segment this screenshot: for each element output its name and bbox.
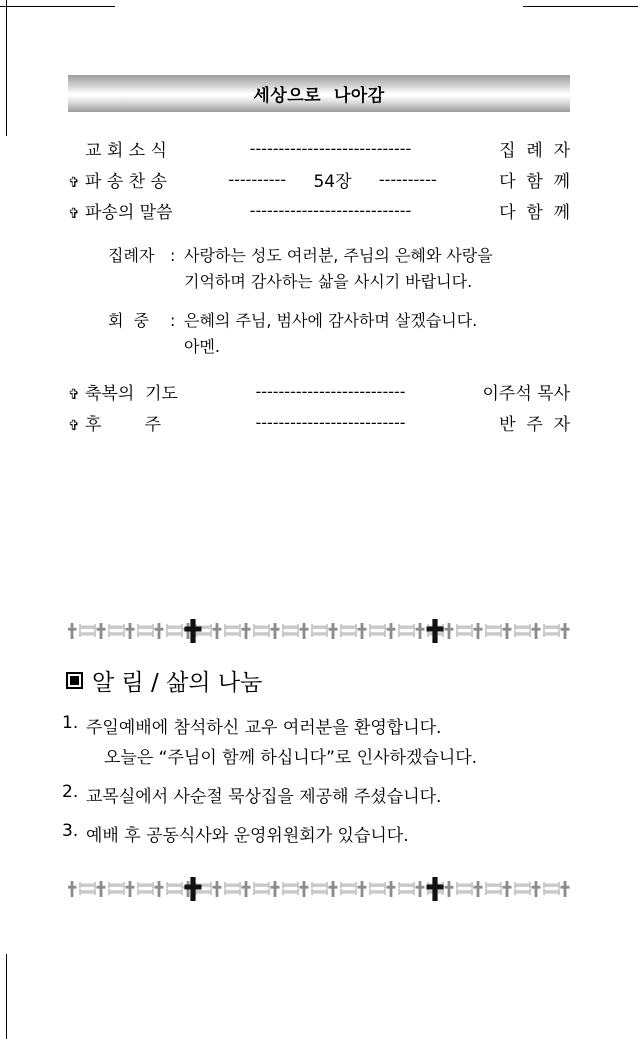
order-label: 파송의 말씀	[85, 203, 173, 223]
order-dash-leader: ----------------------------	[249, 139, 412, 158]
announcements-list	[62, 713, 582, 860]
list-item-line: 예배 후 공동식사와 운영위원회가 있습니다.	[86, 826, 409, 846]
cross-icon: ✞	[68, 387, 80, 403]
cross-chain-divider-svg	[68, 618, 570, 644]
closing-order-list	[68, 379, 570, 441]
responsive-text: 아멘.	[184, 337, 220, 356]
order-label: 파 송 찬 송	[85, 172, 167, 192]
responsive-text: 사랑하는 성도 여러분, 주님의 은혜와 사랑을	[184, 246, 493, 265]
order-person: 집 례 자	[499, 141, 570, 161]
order-row	[68, 167, 570, 198]
order-person: 다 함 께	[499, 203, 570, 223]
filled-square-bullet-icon	[66, 672, 83, 689]
responsive-speaker: 집례자	[108, 246, 155, 265]
announcements-heading	[66, 664, 262, 697]
responsive-speaker-spacer	[108, 269, 170, 295]
responsive-group-congregation	[108, 308, 578, 360]
responsive-speaker-spacer	[108, 334, 170, 360]
list-item-number: 1.	[62, 713, 79, 733]
order-dash-leader: ----------------------------	[249, 201, 412, 220]
crop-mark-top-right-horizontal	[523, 6, 638, 7]
order-person: 다 함 께	[499, 172, 570, 192]
order-dash-leader: ----------	[378, 170, 437, 189]
responsive-group-leader	[108, 243, 578, 295]
responsive-line	[108, 269, 578, 295]
list-item	[62, 821, 582, 851]
list-item	[62, 782, 582, 812]
order-row	[68, 379, 570, 410]
list-item-line: 교목실에서 사순절 묵상집을 제공해 주셨습니다.	[86, 787, 442, 807]
list-item-body	[86, 821, 582, 851]
order-hymn-number: 54장	[313, 172, 352, 192]
cross-icon: ✞	[68, 206, 80, 222]
list-item-body	[86, 713, 582, 773]
order-dash-leader: --------------------------	[255, 413, 406, 432]
responsive-line	[108, 334, 578, 360]
responsive-colon: :	[170, 311, 176, 330]
responsive-line	[108, 243, 578, 269]
crop-mark-bottom-left-vertical	[6, 954, 7, 1039]
order-row	[68, 198, 570, 229]
order-dash-leader: ----------	[228, 170, 287, 189]
order-row	[68, 410, 570, 441]
list-item	[62, 713, 582, 773]
order-label: 축복의 기도	[85, 384, 178, 404]
decorative-divider-top	[68, 618, 570, 644]
responsive-colon: :	[170, 246, 176, 265]
section-banner	[68, 75, 570, 112]
responsive-line	[108, 308, 578, 334]
cross-icon: ✞	[68, 418, 80, 434]
list-item-number: 3.	[62, 821, 79, 841]
responsive-reading	[108, 243, 578, 373]
banner-title: 세상으로 나아감	[253, 86, 385, 106]
order-dash-leader: --------------------------	[255, 382, 406, 401]
cross-icon: ✞	[68, 175, 80, 191]
order-label: 후 주	[85, 415, 162, 435]
responsive-text: 기억하며 감사하는 삶을 사시기 바랍니다.	[184, 272, 473, 291]
cross-chain-divider-svg	[68, 876, 570, 902]
responsive-colon-spacer	[170, 334, 184, 360]
list-item-number: 2.	[62, 782, 79, 802]
order-person: 반 주 자	[499, 415, 570, 435]
decorative-divider-bottom	[68, 876, 570, 902]
order-of-service-list	[68, 136, 570, 229]
responsive-text: 은혜의 주님, 범사에 감사하며 살겠습니다.	[184, 311, 478, 330]
responsive-speaker: 회 중	[108, 311, 150, 330]
list-item-line: 주일예배에 참석하신 교우 여러분을 환영합니다.	[86, 718, 442, 738]
order-person: 이주석 목사	[482, 384, 570, 404]
list-item-body	[86, 782, 582, 812]
crop-mark-top-left-horizontal	[0, 6, 115, 7]
crop-mark-top-left-vertical	[6, 0, 7, 136]
list-item-line: 오늘은 “주님이 함께 하십니다”로 인사하겠습니다.	[104, 748, 478, 768]
order-label: 교 회 소 식	[85, 141, 167, 161]
responsive-colon-spacer	[170, 269, 184, 295]
order-row	[68, 136, 570, 167]
announcements-heading-label: 알 림 / 삶의 나눔	[92, 670, 263, 696]
